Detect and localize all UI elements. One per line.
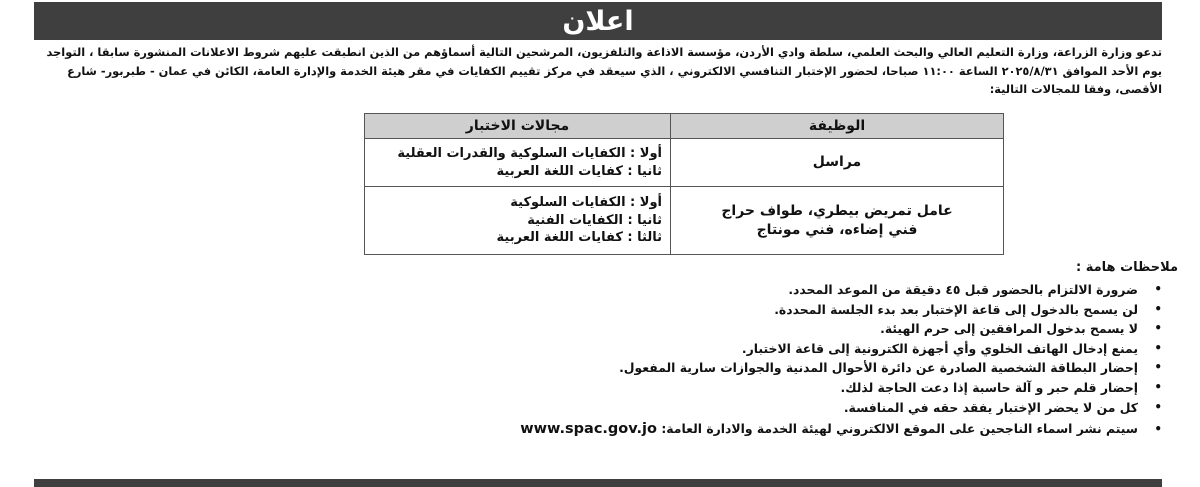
list-item	[378, 319, 1178, 339]
bullet-icon: •	[1154, 282, 1162, 296]
note-text: كل من لا يحضر الإختبار يفقد حقه في المنافسة.	[843, 399, 1138, 415]
note-text: يمنع إدخال الهاتف الخلوي وأي أجهزة الكترونية إلى قاعة الاختبار.	[741, 340, 1138, 356]
announcement-title: اعلان	[562, 5, 634, 37]
job-title: عامل تمريض بيطري، طواف حراج	[721, 202, 953, 219]
notes-list	[378, 280, 1178, 441]
job-title: فني إضاءه، فني مونتاج	[756, 221, 918, 238]
bullet-icon: •	[1154, 360, 1162, 375]
bullet-icon: •	[1154, 399, 1162, 414]
job-cell	[671, 139, 1004, 187]
header-areas: مجالات الاختبار	[365, 114, 671, 139]
announcement-header	[34, 2, 1162, 40]
intro-line-3: الأقصى، وفقا للمجالات التالية:	[989, 82, 1162, 96]
test-area: أولا : الكفايات السلوكية والقدرات العقلية	[397, 146, 662, 161]
job-title: مراسل	[812, 154, 862, 170]
table-row	[365, 139, 1004, 187]
note-text: إحضار البطاقة الشخصية الصادرة عن دائرة الأحوال المدنية والجوازات سارية المفعول.	[619, 360, 1138, 376]
note-text: سيتم نشر اسماء الناجحين على الموقع الالكتروني لهيئة الخدمة والادارة العامة:	[661, 421, 1138, 437]
note-text: لن يسمح بالدخول إلى قاعة الإختبار بعد بدء الجلسة المحددة.	[774, 301, 1138, 317]
list-item	[378, 398, 1178, 418]
bullet-icon: •	[1154, 340, 1162, 355]
table-row	[365, 187, 1004, 255]
areas-cell	[365, 187, 671, 255]
bullet-icon: •	[1154, 379, 1162, 394]
test-area: ثالثا : كفايات اللغة العربية	[496, 230, 662, 246]
note-text: لا يسمح بدخول المرافقين إلى حرم الهيئة.	[880, 321, 1138, 337]
table-header-row	[365, 114, 1004, 139]
list-item	[378, 300, 1178, 320]
bullet-icon: •	[1154, 321, 1162, 336]
website-link[interactable]: www.spac.gov.jo	[520, 421, 657, 438]
note-text: ضرورة الالتزام بالحضور قبل ٤٥ دقيقة من الموعد المحدد.	[788, 282, 1138, 297]
list-item	[378, 378, 1178, 398]
notes-title: ملاحظات هامة :	[1076, 260, 1178, 275]
test-area: أولا : الكفايات السلوكية	[510, 195, 662, 211]
areas-cell	[365, 139, 671, 187]
test-area: ثانيا : الكفايات الفنية	[527, 212, 662, 228]
intro-paragraph	[34, 43, 1162, 99]
job-cell	[671, 187, 1004, 255]
list-item	[378, 339, 1178, 359]
bullet-icon: •	[1154, 301, 1162, 316]
list-item	[378, 280, 1178, 300]
intro-line-1: تدعو وزارة الزراعة، وزارة التعليم العالي والبحث العلمي، سلطة وادي الأردن، مؤسسة الاذاعة والتلفزيون، المرشحين التالية أسماؤهم من الذين انطبقت عليهم شروط الاعلانات المنشورة سابقا ، التواجد	[46, 45, 1162, 59]
intro-line-2: يوم الأحد الموافق ٢٠٢٥/٨/٣١ الساعة ١١:٠٠ صباحا، لحضور الإختبار التنافسي الالكتروني ، الذي سيعقد في مركز تقييم الكفايات في مقر هيئة الخدمة والإدارة العامة، الكائن في عمان - طبربور- شارع	[67, 63, 1162, 78]
header-job: الوظيفة	[671, 114, 1004, 139]
list-item	[378, 358, 1178, 378]
list-item	[378, 417, 1178, 441]
bullet-icon: •	[1154, 422, 1162, 437]
test-area: ثانيا : كفايات اللغة العربية	[496, 163, 662, 179]
exam-table	[364, 113, 1004, 255]
footer-bar	[34, 479, 1162, 487]
note-text: إحضار قلم حبر و آلة حاسبة إذا دعت الحاجة لذلك.	[840, 379, 1138, 395]
